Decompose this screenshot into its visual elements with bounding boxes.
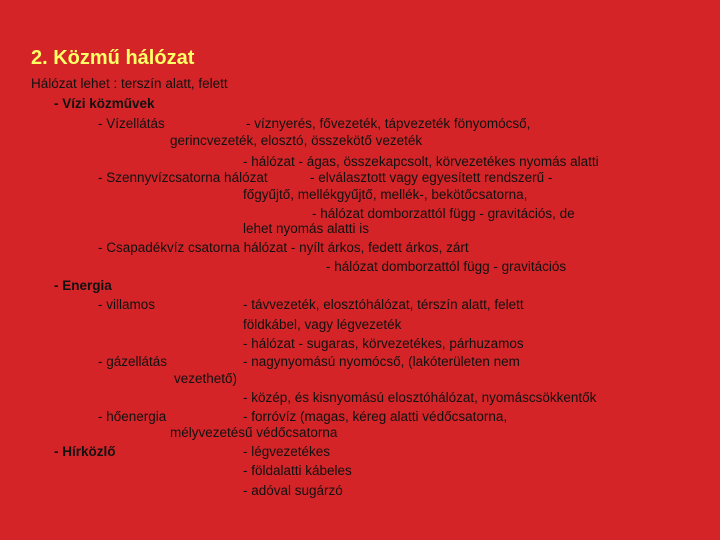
vizellatas-line-3: - hálózat - ágas, összekapcsolt, körvezetékes nyomás alatti bbox=[243, 154, 599, 169]
csapadek-line: - Csapadékvíz csatorna hálózat - nyílt árkos, fedett árkos, zárt bbox=[98, 240, 469, 255]
villamos-line-3: - hálózat - sugaras, körvezetékes, párhuzamos bbox=[243, 336, 524, 351]
gaz-line-3: - közép, és kisnyomású elosztóhálózat, nyomáscsökkentők bbox=[243, 390, 597, 405]
section-heading-hirkozlo: - Hírközlő bbox=[54, 444, 116, 459]
intro-line: Hálózat lehet : terszín alatt, felett bbox=[31, 76, 228, 91]
szennyviz-label: - Szennyvízcsatorna hálózat bbox=[98, 170, 268, 185]
slide-title: 2. Közmű hálózat bbox=[31, 47, 195, 69]
hirkozlo-line-1: - légvezetékes bbox=[243, 444, 331, 459]
ho-line-2: mélyvezetésű védőcsatorna bbox=[170, 425, 338, 440]
gaz-label: - gázellátás bbox=[98, 354, 168, 369]
szennyviz-line-1: - elválasztott vagy egyesített rendszerű - bbox=[310, 170, 553, 185]
szennyviz-line-3: - hálózat domborzattól függ - gravitációs, de bbox=[312, 206, 575, 221]
szennyviz-line-2: főgyűjtő, mellékgyűjtő, mellék-, bekötőcsatorna, bbox=[243, 187, 528, 202]
ho-line-1: - forróvíz (magas, kéreg alatti védőcsatorna, bbox=[243, 409, 508, 424]
hirkozlo-line-3: - adóval sugárzó bbox=[243, 483, 343, 498]
vizellatas-label: - Vízellátás bbox=[98, 116, 165, 131]
vizellatas-line-1: - víznyerés, fővezeték, tápvezeték fönyomócső, bbox=[246, 116, 531, 131]
villamos-label: - villamos bbox=[98, 297, 156, 312]
section-heading-energia: - Energia bbox=[54, 278, 112, 293]
villamos-line-2: földkábel, vagy légvezeték bbox=[243, 317, 402, 332]
section-heading-vizi: - Vízi közművek bbox=[54, 96, 155, 111]
gaz-line-2: vezethető) bbox=[174, 371, 238, 386]
gaz-line-1: - nagynyomású nyomócső, (lakóterületen nem bbox=[243, 354, 520, 369]
vizellatas-line-2: gerincvezeték, elosztó, összekötő vezeték bbox=[170, 133, 423, 148]
villamos-line-1: - távvezeték, elosztóhálózat, térszín alatt, felett bbox=[243, 297, 524, 312]
szennyviz-line-4: lehet nyomás alatti is bbox=[243, 221, 370, 236]
ho-label: - hőenergia bbox=[98, 409, 167, 424]
csapadek-line-2: - hálózat domborzattól függ - gravitációs bbox=[326, 259, 567, 274]
hirkozlo-line-2: - földalatti kábeles bbox=[243, 463, 352, 478]
